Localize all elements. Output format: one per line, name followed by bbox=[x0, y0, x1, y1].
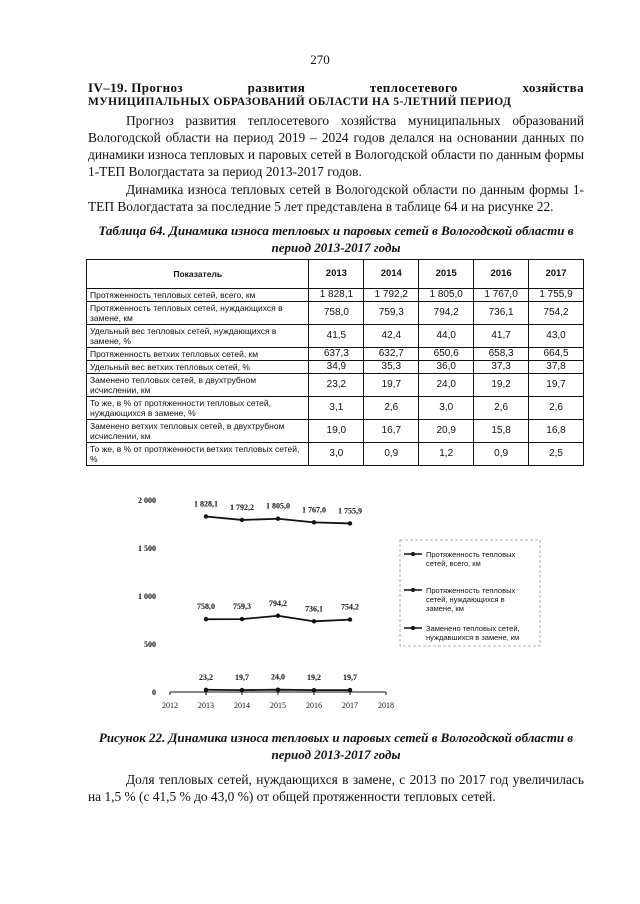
table-cell: 1 805,0 bbox=[419, 289, 474, 302]
data-point bbox=[312, 688, 316, 692]
section-heading-line2: МУНИЦИПАЛЬНЫХ ОБРАЗОВАНИЙ ОБЛАСТИ НА 5-ЛЕТНИЙ ПЕРИОД bbox=[88, 96, 512, 108]
data-point bbox=[276, 517, 280, 521]
x-tick-label: 2012 bbox=[162, 701, 178, 710]
data-point bbox=[204, 617, 208, 621]
table-cell: 1 792,2 bbox=[364, 289, 419, 302]
table-cell: 36,0 bbox=[419, 361, 474, 374]
x-tick-label: 2015 bbox=[270, 701, 286, 710]
legend-label: Протяженность тепловых сетей, нуждающихся в замене, км bbox=[426, 586, 516, 613]
data-label: 19,2 bbox=[307, 673, 321, 683]
table-cell: 2,6 bbox=[474, 397, 529, 420]
table-caption: Таблица 64. Динамика износа тепловых и паровых сетей в Вологодской области в период 2013-2017 годы bbox=[98, 223, 574, 255]
table-cell: 658,3 bbox=[474, 348, 529, 361]
column-header: 2016 bbox=[474, 260, 529, 289]
data-label: 758,0 bbox=[197, 602, 215, 612]
table-cell: 1 828,1 bbox=[309, 289, 364, 302]
table-cell: 794,2 bbox=[419, 302, 474, 325]
data-label: 794,2 bbox=[269, 598, 287, 608]
table-cell: 637,3 bbox=[309, 348, 364, 361]
data-label: 754,2 bbox=[341, 602, 359, 612]
table-row bbox=[87, 348, 584, 361]
x-tick-label: 2014 bbox=[234, 701, 250, 710]
table-cell: 42,4 bbox=[364, 325, 419, 348]
figure-caption: Рисунок 22. Динамика износа тепловых и паровых сетей в Вологодской области в период 2013-2017 годы bbox=[98, 730, 574, 762]
line-chart bbox=[132, 486, 552, 718]
row-label: Заменено ветхих тепловых сетей, в двухтрубном исчислении, км bbox=[87, 420, 309, 443]
page-number: 270 bbox=[310, 52, 330, 67]
table-cell: 1 755,9 bbox=[529, 289, 584, 302]
data-point bbox=[348, 521, 352, 525]
column-header: 2013 bbox=[309, 260, 364, 289]
table-cell: 15,8 bbox=[474, 420, 529, 443]
table-cell: 16,8 bbox=[529, 420, 584, 443]
heading-word: теплосетевого bbox=[369, 80, 458, 95]
table-row bbox=[87, 420, 584, 443]
data-label: 1 767,0 bbox=[302, 505, 326, 515]
data-point bbox=[240, 688, 244, 692]
data-label: 736,1 bbox=[305, 604, 323, 614]
data-point bbox=[348, 688, 352, 692]
row-label: Протяженность тепловых сетей, всего, км bbox=[87, 289, 309, 302]
heading-word: развития bbox=[247, 80, 306, 95]
table-cell: 19,7 bbox=[529, 374, 584, 397]
x-tick-label: 2018 bbox=[378, 701, 394, 710]
y-tick-label: 500 bbox=[144, 640, 156, 649]
table-cell: 1,2 bbox=[419, 443, 474, 466]
row-label: Протяженность тепловых сетей, нуждающихся в замене, км bbox=[87, 302, 309, 325]
table-cell: 0,9 bbox=[474, 443, 529, 466]
row-label: Заменено тепловых сетей, в двухтрубном исчислении, км bbox=[87, 374, 309, 397]
table-cell: 41,5 bbox=[309, 325, 364, 348]
row-label: Удельный вес тепловых сетей, нуждающихся в замене, % bbox=[87, 325, 309, 348]
table-cell: 2,6 bbox=[529, 397, 584, 420]
row-label: Протяженность ветхих тепловых сетей, км bbox=[87, 348, 309, 361]
data-label: 19,7 bbox=[343, 673, 357, 683]
data-label: 1 792,2 bbox=[230, 502, 254, 512]
row-label: То же, в % от протяженности ветхих тепловых сетей, % bbox=[87, 443, 309, 466]
x-tick-label: 2017 bbox=[342, 701, 358, 710]
data-label: 1 805,0 bbox=[266, 501, 290, 511]
data-point bbox=[276, 614, 280, 618]
table-cell: 650,6 bbox=[419, 348, 474, 361]
data-point bbox=[312, 619, 316, 623]
table-cell: 754,2 bbox=[529, 302, 584, 325]
data-point bbox=[348, 617, 352, 621]
data-label: 24,0 bbox=[271, 672, 285, 682]
column-header: 2015 bbox=[419, 260, 474, 289]
data-point bbox=[312, 520, 316, 524]
table-row bbox=[87, 374, 584, 397]
table-cell: 664,5 bbox=[529, 348, 584, 361]
legend-swatch-point bbox=[411, 588, 415, 592]
table-cell: 16,7 bbox=[364, 420, 419, 443]
table-cell: 44,0 bbox=[419, 325, 474, 348]
x-tick-label: 2016 bbox=[306, 701, 322, 710]
table-header-row bbox=[87, 260, 584, 289]
table-cell: 37,3 bbox=[474, 361, 529, 374]
table-cell: 35,3 bbox=[364, 361, 419, 374]
data-label: 1 755,9 bbox=[338, 506, 362, 516]
paragraph-1: Прогноз развития теплосетевого хозяйства муниципальных образований Вологодской области на период 2019 – 2024 годов делался на основании данных по динамики износа тепловых и паровых сетей в Вологодской области по данным формы 1-ТЕП Вологдастата за период 2013-2017 годов. bbox=[88, 113, 584, 179]
paragraph-2: Динамика износа тепловых сетей в Вологодской области по данным формы 1-ТЕП Вологдастата за последние 5 лет представлена в таблице 64 и на рисунке 22. bbox=[88, 182, 584, 214]
table-cell: 20,9 bbox=[419, 420, 474, 443]
table-cell: 1 767,0 bbox=[474, 289, 529, 302]
table-cell: 23,2 bbox=[309, 374, 364, 397]
table-cell: 3,0 bbox=[419, 397, 474, 420]
heading-word: IV–19. Прогноз bbox=[88, 80, 184, 95]
y-tick-label: 1 500 bbox=[138, 544, 156, 553]
table-cell: 34,9 bbox=[309, 361, 364, 374]
column-header: 2017 bbox=[529, 260, 584, 289]
table-row bbox=[87, 325, 584, 348]
table-cell: 759,3 bbox=[364, 302, 419, 325]
y-tick-label: 0 bbox=[152, 688, 156, 697]
data-point bbox=[204, 688, 208, 692]
legend-label: Заменено тепловых сетей, нуждавшихся в замене, км bbox=[426, 624, 520, 642]
table-row bbox=[87, 361, 584, 374]
y-tick-label: 2 000 bbox=[138, 496, 156, 505]
table-cell: 24,0 bbox=[419, 374, 474, 397]
data-point bbox=[240, 617, 244, 621]
table-cell: 43,0 bbox=[529, 325, 584, 348]
data-point bbox=[240, 518, 244, 522]
row-label: То же, в % от протяженности тепловых сетей, нуждающихся в замене, % bbox=[87, 397, 309, 420]
data-point bbox=[204, 514, 208, 518]
data-point bbox=[276, 687, 280, 691]
data-label: 759,3 bbox=[233, 602, 251, 612]
table-cell: 2,6 bbox=[364, 397, 419, 420]
section-heading-line1 bbox=[88, 80, 584, 96]
column-header: Показатель bbox=[87, 260, 309, 289]
table-row bbox=[87, 443, 584, 466]
data-label: 19,7 bbox=[235, 673, 249, 683]
table-cell: 37,8 bbox=[529, 361, 584, 374]
table-cell: 19,2 bbox=[474, 374, 529, 397]
heading-word: хозяйства bbox=[522, 80, 584, 95]
legend-swatch-point bbox=[411, 626, 415, 630]
table-cell: 19,7 bbox=[364, 374, 419, 397]
data-label: 23,2 bbox=[199, 672, 213, 682]
table-cell: 632,7 bbox=[364, 348, 419, 361]
x-tick-label: 2013 bbox=[198, 701, 214, 710]
table-cell: 0,9 bbox=[364, 443, 419, 466]
legend-swatch-point bbox=[411, 552, 415, 556]
data-table bbox=[86, 259, 584, 466]
table-cell: 2,5 bbox=[529, 443, 584, 466]
table-cell: 3,0 bbox=[309, 443, 364, 466]
table-cell: 19,0 bbox=[309, 420, 364, 443]
table-cell: 3,1 bbox=[309, 397, 364, 420]
y-tick-label: 1 000 bbox=[138, 592, 156, 601]
table-cell: 41,7 bbox=[474, 325, 529, 348]
column-header: 2014 bbox=[364, 260, 419, 289]
table-cell: 758,0 bbox=[309, 302, 364, 325]
legend-label: Протяженность тепловых сетей, всего, км bbox=[426, 550, 516, 568]
table-row bbox=[87, 302, 584, 325]
data-label: 1 828,1 bbox=[194, 499, 218, 509]
table-row bbox=[87, 397, 584, 420]
table-cell: 736,1 bbox=[474, 302, 529, 325]
table-row bbox=[87, 289, 584, 302]
row-label: Удельный вес ветхих тепловых сетей, % bbox=[87, 361, 309, 374]
paragraph-3: Доля тепловых сетей, нуждающихся в замене, с 2013 по 2017 год увеличилась на 1,5 % (с 41,5 % до 43,0 %) от общей протяженности тепловых сетей. bbox=[88, 772, 584, 804]
